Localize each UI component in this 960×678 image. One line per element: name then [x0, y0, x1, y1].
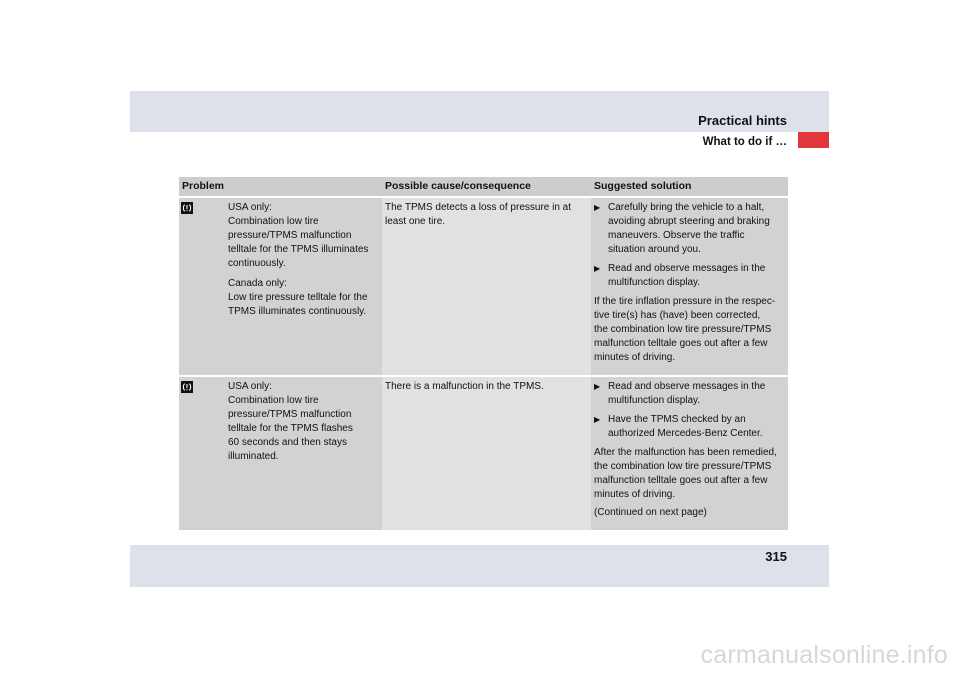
- text-line: least one tire.: [385, 216, 446, 227]
- arrow-right-icon: ▶: [594, 415, 601, 424]
- solution-step-text: [608, 201, 770, 257]
- text-line: pressure/TPMS malfunction: [228, 409, 352, 420]
- text-line: Combination low tire: [228, 395, 319, 406]
- column-header-cause: Possible cause/consequence: [385, 180, 531, 192]
- text-line: 60 seconds and then stays: [228, 437, 347, 448]
- column-header-solution: Suggested solution: [594, 180, 692, 192]
- text-line: situation around you.: [608, 244, 701, 255]
- section-title: Practical hints: [698, 113, 787, 128]
- text-line: multifunction display.: [608, 277, 701, 288]
- text-line: USA only:: [228, 381, 272, 392]
- solution-cell: [591, 198, 788, 375]
- solution-step-text: [608, 413, 763, 441]
- text-line: authorized Mercedes-Benz Center.: [608, 428, 763, 439]
- solution-cell: [591, 377, 788, 530]
- tpms-warning-icon: [181, 381, 193, 393]
- solution-note: [594, 295, 786, 365]
- problem-paragraph: [228, 380, 353, 464]
- text-line: minutes of driving.: [594, 352, 676, 363]
- table-row: [179, 196, 788, 375]
- text-line: TPMS illuminates continuously.: [228, 306, 367, 317]
- text-line: illuminated.: [228, 451, 279, 462]
- solution-note: [594, 506, 786, 520]
- text-line: the combination low tire pressure/TPMS: [594, 324, 772, 335]
- troubleshooting-table: [179, 177, 788, 530]
- text-line: telltale for the TPMS flashes: [228, 423, 353, 434]
- text-line: pressure/TPMS malfunction: [228, 230, 352, 241]
- text-line: (Continued on next page): [594, 507, 707, 518]
- icon-wrap: [179, 380, 228, 524]
- text-line: Low tire pressure telltale for the: [228, 292, 368, 303]
- icon-wrap: [179, 201, 228, 369]
- text-line: After the malfunction has been remedied,: [594, 447, 777, 458]
- text-line: multifunction display.: [608, 395, 701, 406]
- text-line: tive tire(s) has (have) been corrected,: [594, 310, 761, 321]
- text-line: USA only:: [228, 202, 272, 213]
- cause-cell: [382, 198, 591, 375]
- problem-text: [228, 201, 368, 369]
- solution-step-text: [608, 380, 765, 408]
- solution-step: [594, 201, 786, 257]
- text-line: If the tire inflation pressure in the respec-: [594, 296, 776, 307]
- problem-cell: [179, 198, 382, 375]
- table-header: [179, 177, 788, 196]
- cause-cell: [382, 377, 591, 530]
- column-header-problem: Problem: [182, 180, 225, 192]
- section-subtitle: What to do if …: [702, 136, 787, 148]
- arrow-right-icon: ▶: [594, 382, 601, 391]
- text-line: malfunction telltale goes out after a few: [594, 475, 768, 486]
- text-line: Read and observe messages in the: [608, 263, 766, 274]
- text-line: Combination low tire: [228, 216, 319, 227]
- solution-step: [594, 262, 786, 290]
- solution-step: [594, 380, 786, 408]
- problem-text: [228, 380, 353, 524]
- text-line: continuously.: [228, 258, 286, 269]
- text-line: There is a malfunction in the TPMS.: [385, 381, 544, 392]
- text-line: Read and observe messages in the: [608, 381, 766, 392]
- text-line: minutes of driving.: [594, 489, 676, 500]
- table-row: [179, 375, 788, 530]
- text-line: Carefully bring the vehicle to a halt,: [608, 202, 765, 213]
- page-number: 315: [765, 549, 787, 564]
- problem-paragraph: [228, 277, 368, 319]
- problem-paragraph: [228, 201, 368, 271]
- text-line: the combination low tire pressure/TPMS: [594, 461, 772, 472]
- arrow-right-icon: ▶: [594, 203, 601, 212]
- solution-step-text: [608, 262, 765, 290]
- solution-step: [594, 413, 786, 441]
- text-line: Canada only:: [228, 278, 287, 289]
- section-tab-marker: [798, 132, 829, 148]
- text-line: malfunction telltale goes out after a few: [594, 338, 768, 349]
- solution-note: [594, 446, 786, 502]
- text-line: telltale for the TPMS illuminates: [228, 244, 369, 255]
- arrow-right-icon: ▶: [594, 264, 601, 273]
- text-line: The TPMS detects a loss of pressure in at: [385, 202, 572, 213]
- watermark: carmanualsonline.info: [700, 641, 948, 669]
- footer-band: [130, 545, 829, 587]
- tpms-warning-icon: [181, 202, 193, 214]
- text-line: avoiding abrupt steering and braking: [608, 216, 770, 227]
- problem-cell: [179, 377, 382, 530]
- text-line: maneuvers. Observe the traffic: [608, 230, 745, 241]
- text-line: Have the TPMS checked by an: [608, 414, 746, 425]
